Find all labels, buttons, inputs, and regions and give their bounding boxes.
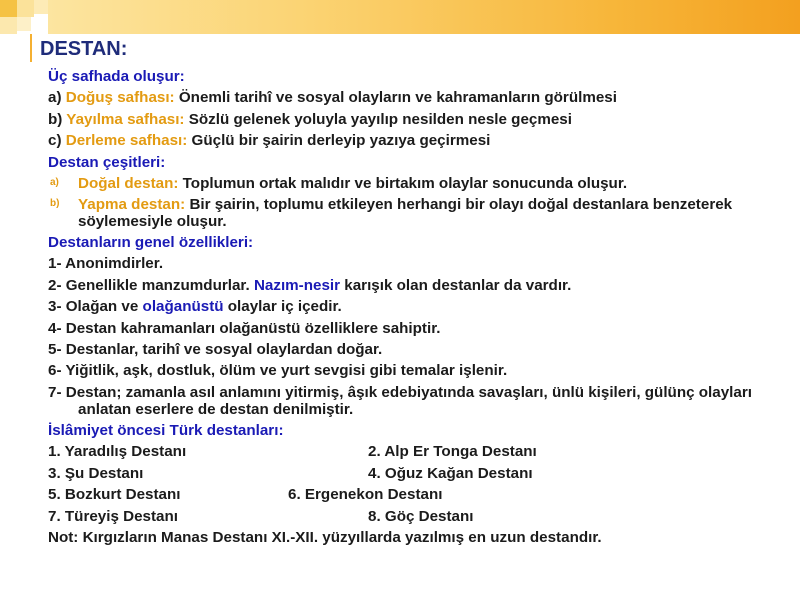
epic-name: 2. Alp Er Tonga Destanı <box>368 443 537 461</box>
type-text: Toplumun ortak malıdır ve birtakım olaylar sonucunda oluşur. <box>182 175 628 193</box>
phase-text: Sözlü gelenek yoluyla yayılıp nesilden nesle geçmesi <box>188 110 572 128</box>
feature-item: 6- Yiğitlik, aşk, dostluk, ölüm ve yurt sevgisi gibi temalar işlenir. <box>48 362 508 380</box>
phase-item <box>48 130 778 151</box>
phase-item <box>48 87 778 108</box>
types-heading: Destan çeşitleri: <box>48 153 166 171</box>
type-item <box>48 173 778 194</box>
type-name: Doğal destan: <box>78 175 179 193</box>
phase-name: Yayılma safhası: <box>66 110 185 128</box>
phase-marker: a) <box>48 89 62 107</box>
feature-item: 4- Destan kahramanları olağanüstü özelliklere sahiptir. <box>48 319 441 337</box>
feature-highlight: Nazım-nesir <box>253 276 341 294</box>
title-accent-line <box>30 34 32 62</box>
decorative-square <box>0 0 17 17</box>
feature-item: 3- Olağan ve olağanüstü olaylar iç içedir. <box>48 298 342 316</box>
header-gradient-bar <box>48 0 800 34</box>
epic-name: 5. Bozkurt Destanı <box>48 486 181 504</box>
phase-text: Güçlü bir şairin derleyip yazıya geçirmesi <box>191 132 491 150</box>
phase-name: Derleme safhası: <box>65 132 188 150</box>
phase-name: Doğuş safhası: <box>65 89 175 107</box>
feature-item: 5- Destanlar, tarihî ve sosyal olaylardan doğar. <box>48 341 383 359</box>
epic-name: 4. Oğuz Kağan Destanı <box>368 464 533 482</box>
feature-item: 2- Genellikle manzumdurlar. Nazım-nesir karışık olan destanlar da vardır. <box>48 276 572 294</box>
phases-heading: Üç safhada oluşur: <box>48 68 185 85</box>
phase-marker: c) <box>48 132 62 150</box>
epic-name: 7. Türeyiş Destanı <box>48 507 178 525</box>
phase-marker: b) <box>48 110 63 128</box>
type-marker: b) <box>50 198 60 210</box>
decorative-square <box>17 0 34 17</box>
epic-name: 3. Şu Destanı <box>48 464 144 482</box>
type-name: Yapma destan: <box>78 196 186 214</box>
epic-name: 8. Göç Destanı <box>368 507 474 525</box>
type-text: Bir şairin, toplumu etkileyen herhangi bir olayı doğal destanlara benzeterek söylemesiyle oluşur. <box>78 196 733 231</box>
footnote: Not: Kırgızların Manas Destanı XI.-XII. yüzyıllarda yazılmış en uzun destandır. <box>48 528 602 546</box>
phase-item <box>48 109 778 130</box>
features-heading: Destanların genel özellikleri: <box>48 234 254 252</box>
decorative-square <box>34 0 48 14</box>
turkic-heading: İslâmiyet öncesi Türk destanları: <box>48 421 284 439</box>
feature-highlight: olağanüstü <box>142 298 224 316</box>
epic-row <box>48 506 778 527</box>
feature-item: 1- Anonimdirler. <box>48 255 164 273</box>
feature-item: 7- Destan; zamanla asıl anlamını yitirmiş, âşık edebiyatında savaşları, ünlü kişileri, gülünç olayları anlatan eserlere de destan denilmiştir. <box>48 383 752 418</box>
epic-row <box>48 441 778 462</box>
phase-text: Önemli tarihî ve sosyal olayların ve kahramanların görülmesi <box>178 89 617 107</box>
epic-name: 1. Yaradılış Destanı <box>48 443 187 461</box>
type-marker: a) <box>50 177 59 189</box>
epic-row <box>48 484 778 505</box>
decorative-square <box>0 17 17 34</box>
decorative-square <box>17 17 31 31</box>
epic-row <box>48 463 778 484</box>
type-item <box>48 194 778 232</box>
epic-name: 6. Ergenekon Destanı <box>288 486 443 504</box>
slide-title: DESTAN: <box>40 38 128 60</box>
slide-content <box>48 66 778 548</box>
